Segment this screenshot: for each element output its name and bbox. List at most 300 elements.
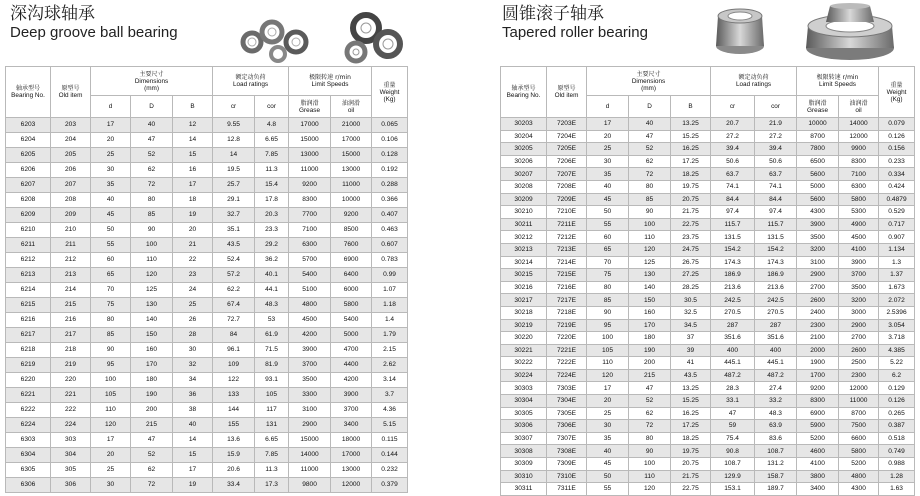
col-weight: 重量 Weight (Kg) xyxy=(879,67,915,118)
table-cell: 212 xyxy=(51,253,91,268)
col-oil: 油润滑 oil xyxy=(331,96,372,118)
table-cell: 306 xyxy=(51,478,91,493)
table-cell: 7220E xyxy=(547,332,587,345)
table-cell: 110 xyxy=(91,403,131,418)
table-cell: 6304 xyxy=(6,448,51,463)
table-cell: 2300 xyxy=(839,369,879,382)
table-cell: 0.518 xyxy=(879,432,915,445)
table-cell: 200 xyxy=(131,403,173,418)
table-cell: 5000 xyxy=(797,180,839,193)
table-cell: 26.75 xyxy=(671,256,711,269)
table-cell: 6305 xyxy=(6,463,51,478)
table-cell: 3700 xyxy=(331,403,372,418)
col-load-ratings: 额定动负荷 Load ratings xyxy=(213,67,289,96)
table-cell: 5700 xyxy=(289,253,331,268)
table-cell: 6216 xyxy=(6,313,51,328)
col-grease: 脂润滑 Grease xyxy=(289,96,331,118)
table-cell: 6900 xyxy=(331,253,372,268)
table-cell: 21.9 xyxy=(755,118,797,131)
table-cell: 7303E xyxy=(547,382,587,395)
table-cell: 74.1 xyxy=(711,180,755,193)
table-cell: 1.79 xyxy=(372,328,408,343)
table-cell: 186.9 xyxy=(755,269,797,282)
table-cell: 75 xyxy=(587,269,629,282)
table-cell: 6306 xyxy=(6,478,51,493)
table-cell: 11.3 xyxy=(255,463,289,478)
table-cell: 85 xyxy=(91,328,131,343)
table-cell: 17.25 xyxy=(671,420,711,433)
table-row xyxy=(501,407,915,420)
table-cell: 6221 xyxy=(6,388,51,403)
table-cell: 30205 xyxy=(501,143,547,156)
table-cell: 1900 xyxy=(797,357,839,370)
table-cell: 15.25 xyxy=(671,395,711,408)
table-cell: 11000 xyxy=(331,178,372,193)
table-cell: 84 xyxy=(213,328,255,343)
table-cell: 8700 xyxy=(839,407,879,420)
table-cell: 0.265 xyxy=(879,407,915,420)
table-cell: 17 xyxy=(91,433,131,448)
table-cell: 1.07 xyxy=(372,283,408,298)
table-cell: 21.75 xyxy=(671,206,711,219)
table-row xyxy=(6,343,408,358)
table-cell: 17000 xyxy=(331,133,372,148)
table-cell: 85 xyxy=(131,208,173,223)
table-row xyxy=(501,256,915,269)
table-cell: 211 xyxy=(51,238,91,253)
table-cell: 4.385 xyxy=(879,344,915,357)
table-cell: 0.607 xyxy=(372,238,408,253)
table-cell: 120 xyxy=(629,243,671,256)
table-cell: 30 xyxy=(91,478,131,493)
table-cell: 7100 xyxy=(289,223,331,238)
table-cell: 351.6 xyxy=(711,332,755,345)
table-cell: 7218E xyxy=(547,306,587,319)
table-cell: 34 xyxy=(173,373,213,388)
table-cell: 85 xyxy=(587,294,629,307)
table-cell: 11000 xyxy=(289,463,331,478)
table-cell: 4.36 xyxy=(372,403,408,418)
table-cell: 7213E xyxy=(547,243,587,256)
table-cell: 445.1 xyxy=(711,357,755,370)
table-cell: 65 xyxy=(91,268,131,283)
table-cell: 19.75 xyxy=(671,445,711,458)
table-cell: 26 xyxy=(173,313,213,328)
table-cell: 221 xyxy=(51,388,91,403)
table-cell: 25 xyxy=(91,463,131,478)
table-cell: 85 xyxy=(629,193,671,206)
table-cell: 50.6 xyxy=(711,155,755,168)
table-cell: 21 xyxy=(173,238,213,253)
table-cell: 70 xyxy=(91,283,131,298)
table-cell: 12000 xyxy=(839,130,879,143)
table-cell: 17000 xyxy=(331,448,372,463)
table-cell: 29.2 xyxy=(255,238,289,253)
table-cell: 9200 xyxy=(331,208,372,223)
table-cell: 7310E xyxy=(547,470,587,483)
table-cell: 21000 xyxy=(331,118,372,133)
table-cell: 400 xyxy=(755,344,797,357)
table-cell: 15000 xyxy=(289,133,331,148)
table-cell: 12 xyxy=(173,118,213,133)
table-cell: 6222 xyxy=(6,403,51,418)
table-cell: 242.5 xyxy=(711,294,755,307)
table-cell: 18.25 xyxy=(671,432,711,445)
table-cell: 154.2 xyxy=(711,243,755,256)
table-cell: 7304E xyxy=(547,395,587,408)
tapered-roller-title-cn: 圆锥滚子轴承 xyxy=(502,4,604,24)
tapered-roller-panel xyxy=(500,0,920,493)
table-cell: 23 xyxy=(173,268,213,283)
table-cell: 97.4 xyxy=(755,206,797,219)
table-cell: 218 xyxy=(51,343,91,358)
table-cell: 30210 xyxy=(501,206,547,219)
table-cell: 12.8 xyxy=(213,133,255,148)
table-cell: 6203 xyxy=(6,118,51,133)
table-cell: 6214 xyxy=(6,283,51,298)
table-cell: 16.25 xyxy=(671,143,711,156)
col-old-item: 原型号 Old item xyxy=(547,67,587,118)
table-cell: 5400 xyxy=(289,268,331,283)
table-cell: 25 xyxy=(173,298,213,313)
deep-groove-title-cn: 深沟球轴承 xyxy=(10,4,95,24)
table-cell: 216 xyxy=(51,313,91,328)
table-cell: 55 xyxy=(91,238,131,253)
table-cell: 4300 xyxy=(797,206,839,219)
table-cell: 4900 xyxy=(839,218,879,231)
table-cell: 14000 xyxy=(839,118,879,131)
table-cell: 4200 xyxy=(289,328,331,343)
table-cell: 105 xyxy=(255,388,289,403)
table-cell: 5800 xyxy=(839,193,879,206)
table-row xyxy=(501,344,915,357)
table-cell: 4500 xyxy=(289,313,331,328)
table-cell: 2400 xyxy=(797,306,839,319)
table-row xyxy=(6,268,408,283)
table-cell: 6204 xyxy=(6,133,51,148)
table-cell: 0.988 xyxy=(879,458,915,471)
table-cell: 186.9 xyxy=(711,269,755,282)
table-cell: 52 xyxy=(131,148,173,163)
table-cell: 61.9 xyxy=(255,328,289,343)
table-cell: 6303 xyxy=(6,433,51,448)
table-cell: 90 xyxy=(587,306,629,319)
table-cell: 6208 xyxy=(6,193,51,208)
table-cell: 6300 xyxy=(289,238,331,253)
table-cell: 7100 xyxy=(839,168,879,181)
table-cell: 24 xyxy=(173,283,213,298)
table-cell: 10000 xyxy=(797,118,839,131)
table-cell: 105 xyxy=(91,388,131,403)
tapered-roller-table xyxy=(500,66,915,496)
table-cell: 110 xyxy=(587,357,629,370)
table-cell: 40 xyxy=(587,180,629,193)
table-cell: 75.4 xyxy=(711,432,755,445)
col-D: D xyxy=(131,96,173,118)
table-cell: 180 xyxy=(629,332,671,345)
table-cell: 487.2 xyxy=(711,369,755,382)
table-cell: 20.3 xyxy=(255,208,289,223)
table-cell: 206 xyxy=(51,163,91,178)
table-cell: 170 xyxy=(131,358,173,373)
table-cell: 9200 xyxy=(797,382,839,395)
table-row xyxy=(501,395,915,408)
table-cell: 28.3 xyxy=(711,382,755,395)
deep-groove-table xyxy=(5,66,408,493)
table-cell: 47 xyxy=(711,407,755,420)
table-cell: 39.4 xyxy=(755,143,797,156)
table-cell: 7217E xyxy=(547,294,587,307)
table-cell: 17 xyxy=(587,382,629,395)
table-cell: 217 xyxy=(51,328,91,343)
table-cell: 2300 xyxy=(797,319,839,332)
table-cell: 20.7 xyxy=(711,118,755,131)
tapered-bearing-image xyxy=(710,2,910,64)
table-cell: 3000 xyxy=(839,306,879,319)
table-cell: 60 xyxy=(91,253,131,268)
table-cell: 3100 xyxy=(797,256,839,269)
table-cell: 6211 xyxy=(6,238,51,253)
table-cell: 105 xyxy=(587,344,629,357)
table-row xyxy=(6,133,408,148)
col-cr: cr xyxy=(711,96,755,118)
table-cell: 2.15 xyxy=(372,343,408,358)
table-row xyxy=(6,448,408,463)
table-cell: 4700 xyxy=(331,343,372,358)
table-cell: 48.3 xyxy=(755,407,797,420)
table-cell: 219 xyxy=(51,358,91,373)
table-cell: 5900 xyxy=(797,420,839,433)
table-cell: 5.15 xyxy=(372,418,408,433)
table-cell: 6212 xyxy=(6,253,51,268)
table-cell: 17.3 xyxy=(255,478,289,493)
table-cell: 207 xyxy=(51,178,91,193)
table-cell: 6207 xyxy=(6,178,51,193)
table-cell: 4100 xyxy=(797,458,839,471)
table-cell: 30215 xyxy=(501,269,547,282)
table-cell: 20 xyxy=(587,395,629,408)
table-cell: 2500 xyxy=(839,357,879,370)
table-cell: 5100 xyxy=(289,283,331,298)
table-cell: 7204E xyxy=(547,130,587,143)
table-cell: 6300 xyxy=(839,180,879,193)
table-cell: 55 xyxy=(587,483,629,496)
col-weight: 重量 Weight (Kg) xyxy=(372,67,408,118)
table-row xyxy=(6,358,408,373)
table-cell: 80 xyxy=(131,193,173,208)
table-cell: 6209 xyxy=(6,208,51,223)
table-row xyxy=(501,369,915,382)
table-cell: 35 xyxy=(91,178,131,193)
col-bearing-no: 轴承型号 Bearing No. xyxy=(501,67,547,118)
table-cell: 53 xyxy=(255,313,289,328)
col-limit-speeds: 极限转速 r/min Limit Speeds xyxy=(289,67,372,96)
table-cell: 0.126 xyxy=(879,130,915,143)
table-cell: 0.106 xyxy=(372,133,408,148)
table-cell: 19 xyxy=(173,478,213,493)
table-row xyxy=(501,483,915,496)
table-cell: 3700 xyxy=(289,358,331,373)
table-cell: 80 xyxy=(629,180,671,193)
table-cell: 130 xyxy=(131,298,173,313)
table-cell: 7309E xyxy=(547,458,587,471)
table-row xyxy=(6,208,408,223)
table-cell: 144 xyxy=(213,403,255,418)
table-cell: 7222E xyxy=(547,357,587,370)
table-cell: 12000 xyxy=(839,382,879,395)
table-cell: 30219 xyxy=(501,319,547,332)
table-cell: 7600 xyxy=(331,238,372,253)
table-cell: 0.192 xyxy=(372,163,408,178)
table-cell: 63.7 xyxy=(711,168,755,181)
table-cell: 72 xyxy=(629,168,671,181)
table-row xyxy=(6,118,408,133)
deep-groove-panel xyxy=(0,0,420,489)
table-cell: 20.75 xyxy=(671,193,711,206)
table-cell: 30303 xyxy=(501,382,547,395)
table-cell: 17000 xyxy=(289,118,331,133)
table-cell: 4500 xyxy=(839,231,879,244)
table-cell: 5400 xyxy=(331,313,372,328)
table-cell: 44.1 xyxy=(255,283,289,298)
table-cell: 7206E xyxy=(547,155,587,168)
table-cell: 140 xyxy=(629,281,671,294)
table-cell: 90 xyxy=(629,206,671,219)
table-cell: 9800 xyxy=(289,478,331,493)
table-cell: 6215 xyxy=(6,298,51,313)
table-cell: 22.75 xyxy=(671,483,711,496)
table-cell: 1.673 xyxy=(879,281,915,294)
table-cell: 0.144 xyxy=(372,448,408,463)
table-cell: 400 xyxy=(711,344,755,357)
table-cell: 150 xyxy=(629,294,671,307)
table-cell: 15000 xyxy=(289,433,331,448)
table-cell: 487.2 xyxy=(755,369,797,382)
table-cell: 0.232 xyxy=(372,463,408,478)
table-cell: 30310 xyxy=(501,470,547,483)
table-row xyxy=(501,143,915,156)
table-row xyxy=(501,420,915,433)
table-cell: 0.907 xyxy=(879,231,915,244)
table-row xyxy=(501,294,915,307)
table-cell: 6000 xyxy=(331,283,372,298)
table-cell: 30 xyxy=(173,343,213,358)
table-cell: 0.115 xyxy=(372,433,408,448)
table-cell: 1.18 xyxy=(372,298,408,313)
table-cell: 8300 xyxy=(797,395,839,408)
deep-groove-title xyxy=(10,4,178,42)
table-cell: 18000 xyxy=(331,433,372,448)
table-cell: 13000 xyxy=(289,148,331,163)
table-cell: 3.14 xyxy=(372,373,408,388)
table-cell: 41 xyxy=(671,357,711,370)
table-cell: 9900 xyxy=(839,143,879,156)
table-cell: 200 xyxy=(629,357,671,370)
table-cell: 3400 xyxy=(797,483,839,496)
table-cell: 30216 xyxy=(501,281,547,294)
table-cell: 63.9 xyxy=(755,420,797,433)
table-cell: 30218 xyxy=(501,306,547,319)
table-row xyxy=(501,243,915,256)
table-cell: 50 xyxy=(587,206,629,219)
table-cell: 6220 xyxy=(6,373,51,388)
table-cell: 100 xyxy=(629,458,671,471)
table-cell: 17.25 xyxy=(671,155,711,168)
table-cell: 5.22 xyxy=(879,357,915,370)
col-old-item: 原型号 Old item xyxy=(51,67,91,118)
table-cell: 7205E xyxy=(547,143,587,156)
table-cell: 3900 xyxy=(797,218,839,231)
table-cell: 120 xyxy=(131,268,173,283)
table-cell: 30306 xyxy=(501,420,547,433)
table-cell: 0.783 xyxy=(372,253,408,268)
table-cell: 95 xyxy=(587,319,629,332)
table-cell: 32 xyxy=(173,358,213,373)
table-cell: 50 xyxy=(587,470,629,483)
table-cell: 6218 xyxy=(6,343,51,358)
table-cell: 0.529 xyxy=(879,206,915,219)
table-cell: 80 xyxy=(587,281,629,294)
table-cell: 17 xyxy=(91,118,131,133)
table-cell: 33.1 xyxy=(711,395,755,408)
table-cell: 63.7 xyxy=(755,168,797,181)
table-cell: 7.85 xyxy=(255,148,289,163)
table-cell: 7305E xyxy=(547,407,587,420)
table-row xyxy=(6,388,408,403)
table-cell: 110 xyxy=(629,231,671,244)
table-cell: 19.75 xyxy=(671,180,711,193)
table-cell: 27.25 xyxy=(671,269,711,282)
table-cell: 174.3 xyxy=(755,256,797,269)
table-cell: 22.75 xyxy=(671,218,711,231)
table-cell: 0.407 xyxy=(372,208,408,223)
table-row xyxy=(501,218,915,231)
col-B: B xyxy=(173,96,213,118)
table-cell: 4100 xyxy=(839,243,879,256)
table-cell: 72.7 xyxy=(213,313,255,328)
table-cell: 122 xyxy=(213,373,255,388)
table-cell: 0.079 xyxy=(879,118,915,131)
table-cell: 37 xyxy=(671,332,711,345)
table-cell: 133 xyxy=(213,388,255,403)
table-cell: 215 xyxy=(131,418,173,433)
table-cell: 215 xyxy=(629,369,671,382)
table-cell: 11.3 xyxy=(255,163,289,178)
table-cell: 2600 xyxy=(839,344,879,357)
table-cell: 30204 xyxy=(501,130,547,143)
table-cell: 190 xyxy=(629,344,671,357)
table-cell: 30.5 xyxy=(671,294,711,307)
table-cell: 7800 xyxy=(797,143,839,156)
table-cell: 9.55 xyxy=(213,118,255,133)
table-cell: 40 xyxy=(629,118,671,131)
table-cell: 84.4 xyxy=(755,193,797,206)
table-cell: 67.4 xyxy=(213,298,255,313)
table-cell: 120 xyxy=(587,369,629,382)
table-cell: 0.387 xyxy=(879,420,915,433)
table-cell: 48.3 xyxy=(255,298,289,313)
table-cell: 125 xyxy=(629,256,671,269)
table-cell: 3900 xyxy=(289,343,331,358)
col-cor: cor xyxy=(755,96,797,118)
table-cell: 287 xyxy=(755,319,797,332)
table-cell: 3500 xyxy=(797,231,839,244)
table-cell: 90 xyxy=(91,343,131,358)
table-cell: 14000 xyxy=(289,448,331,463)
table-cell: 189.7 xyxy=(755,483,797,496)
col-load-ratings: 额定动负荷 Load ratings xyxy=(711,67,797,96)
table-cell: 17 xyxy=(173,178,213,193)
